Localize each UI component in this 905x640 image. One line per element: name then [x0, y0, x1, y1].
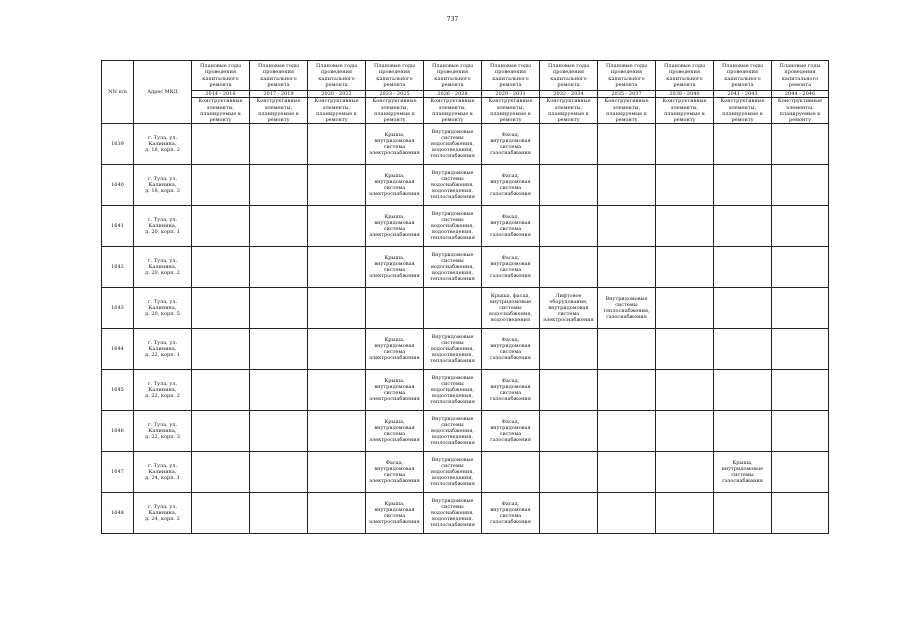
- header-period-title: Плановые годы проведения капитального ремонта: [250, 61, 308, 91]
- repair-elements-cell: [656, 247, 714, 288]
- repair-elements-cell: [192, 411, 250, 452]
- table-row: [102, 370, 829, 411]
- header-period-title: Плановые годы проведения капитального ремонта: [772, 61, 829, 91]
- header-period-years: 2029 - 2031: [482, 91, 540, 98]
- repair-elements-cell: [540, 493, 598, 534]
- repair-elements-cell: Крыша, внутридомовая система электроснабжения: [366, 370, 424, 411]
- repair-elements-cell: [656, 288, 714, 329]
- repair-elements-cell: [714, 288, 772, 329]
- header-period-years: 2014 - 2016: [192, 91, 250, 98]
- header-row-elements: [102, 98, 829, 124]
- repair-elements-cell: [656, 493, 714, 534]
- row-number: 1640: [102, 165, 134, 206]
- header-row-years: [102, 91, 829, 98]
- row-address: г. Тула, ул. Калинина, д. 20, корп. 1: [134, 206, 192, 247]
- repair-elements-cell: [308, 206, 366, 247]
- header-period-years: 2044 - 2046: [772, 91, 829, 98]
- header-period-years: 2017 - 2019: [250, 91, 308, 98]
- repair-elements-cell: [308, 288, 366, 329]
- repair-elements-cell: [714, 206, 772, 247]
- repair-elements-cell: [772, 165, 829, 206]
- repair-elements-cell: [250, 206, 308, 247]
- repair-elements-cell: Фасад, внутридомовая система газоснабжения: [482, 370, 540, 411]
- repair-elements-cell: [714, 493, 772, 534]
- repair-elements-cell: [308, 329, 366, 370]
- repair-elements-cell: [308, 452, 366, 493]
- row-address: г. Тула, ул. Калинина, д. 20, корп. 2: [134, 247, 192, 288]
- repair-elements-cell: Внутридомовые системы водоснабжения, водоотведения, теплоснабжения: [424, 411, 482, 452]
- header-period-years: 2023 - 2025: [366, 91, 424, 98]
- repair-elements-cell: Фасад, внутридомовая система газоснабжения: [482, 165, 540, 206]
- repair-elements-cell: [598, 370, 656, 411]
- repair-elements-cell: [540, 411, 598, 452]
- repair-elements-cell: [656, 165, 714, 206]
- row-address: г. Тула, ул. Калинина, д. 18, корп. 3: [134, 165, 192, 206]
- repair-elements-cell: [250, 329, 308, 370]
- header-element-title: Конструктивные элементы, планируемые к ремонту: [308, 98, 366, 124]
- repair-elements-cell: Фасад, внутридомовая система газоснабжения: [482, 124, 540, 165]
- row-address: г. Тула, ул. Калинина, д. 24, корп. 2: [134, 493, 192, 534]
- row-address: г. Тула, ул. Калинина, д. 22, корп. 3: [134, 411, 192, 452]
- repair-elements-cell: [772, 370, 829, 411]
- row-address: г. Тула, ул. Калинина, д. 24, корп. 1: [134, 452, 192, 493]
- header-period-title: Плановые годы проведения капитального ремонта: [424, 61, 482, 91]
- header-element-title: Конструктивные элементы, планируемые к ремонту: [656, 98, 714, 124]
- repair-elements-cell: [714, 329, 772, 370]
- repair-elements-cell: [424, 288, 482, 329]
- row-address: г. Тула, ул. Калинина, д. 22, корп. 1: [134, 329, 192, 370]
- header-period-years: 2035 - 2037: [598, 91, 656, 98]
- table-row: [102, 452, 829, 493]
- repair-elements-cell: [598, 329, 656, 370]
- row-address: г. Тула, ул. Калинина, д. 22, корп. 2: [134, 370, 192, 411]
- table-row: [102, 124, 829, 165]
- repair-elements-cell: [540, 206, 598, 247]
- repair-elements-cell: [192, 206, 250, 247]
- row-number: 1645: [102, 370, 134, 411]
- row-number: 1644: [102, 329, 134, 370]
- repair-elements-cell: [772, 288, 829, 329]
- repair-elements-cell: [540, 329, 598, 370]
- header-row-titles: [102, 61, 829, 91]
- header-element-title: Конструктивные элементы, планируемые к ремонту: [482, 98, 540, 124]
- capital-repair-schedule-table: [101, 60, 829, 534]
- repair-elements-cell: [250, 288, 308, 329]
- repair-elements-cell: [656, 329, 714, 370]
- repair-elements-cell: [308, 493, 366, 534]
- header-period-title: Плановые годы проведения капитального ремонта: [192, 61, 250, 91]
- repair-elements-cell: [308, 411, 366, 452]
- repair-elements-cell: Внутридомовые системы водоснабжения, водоотведения, теплоснабжения: [424, 124, 482, 165]
- repair-elements-cell: Крыша, фасад, внутридомовые системы водоснабжения, водоотведения: [482, 288, 540, 329]
- row-number: 1642: [102, 247, 134, 288]
- row-number: 1639: [102, 124, 134, 165]
- table-row: [102, 411, 829, 452]
- repair-elements-cell: [192, 124, 250, 165]
- repair-elements-cell: [714, 124, 772, 165]
- repair-elements-cell: Крыша, внутридомовые системы газоснабжения: [714, 452, 772, 493]
- repair-elements-cell: [366, 288, 424, 329]
- row-number: 1641: [102, 206, 134, 247]
- repair-elements-cell: [598, 411, 656, 452]
- repair-elements-cell: Крыша, внутридомовая система электроснабжения: [366, 493, 424, 534]
- header-period-years: 2026 - 2028: [424, 91, 482, 98]
- header-period-years: 2020 - 2022: [308, 91, 366, 98]
- repair-elements-cell: [250, 247, 308, 288]
- repair-elements-cell: [192, 247, 250, 288]
- row-address: г. Тула, ул. Калинина, д. 20, корп. 5: [134, 288, 192, 329]
- repair-elements-cell: Лифтовое оборудование, внутридомовая система электроснабжения: [540, 288, 598, 329]
- repair-elements-cell: [250, 452, 308, 493]
- header-element-title: Конструктивные элементы, планируемые к ремонту: [250, 98, 308, 124]
- row-number: 1643: [102, 288, 134, 329]
- header-period-years: 2032 - 2034: [540, 91, 598, 98]
- table-row: [102, 329, 829, 370]
- repair-elements-cell: Внутридомовые системы теплоснабжения, газоснабжения: [598, 288, 656, 329]
- header-period-title: Плановые годы проведения капитального ремонта: [714, 61, 772, 91]
- repair-elements-cell: [540, 370, 598, 411]
- repair-elements-cell: [714, 411, 772, 452]
- header-element-title: Конструктивные элементы, планируемые к ремонту: [772, 98, 829, 124]
- table-row: [102, 206, 829, 247]
- repair-elements-cell: [598, 452, 656, 493]
- repair-elements-cell: Внутридомовые системы водоснабжения, водоотведения, теплоснабжения: [424, 493, 482, 534]
- repair-elements-cell: [656, 206, 714, 247]
- page-number: 737: [446, 16, 459, 23]
- repair-elements-cell: [250, 411, 308, 452]
- repair-elements-cell: [192, 452, 250, 493]
- repair-elements-cell: Фасад, внутридомовая система газоснабжения: [482, 247, 540, 288]
- header-address: Адрес МКД: [134, 61, 192, 124]
- row-number: 1646: [102, 411, 134, 452]
- repair-elements-cell: [656, 452, 714, 493]
- repair-elements-cell: [540, 247, 598, 288]
- repair-elements-cell: [540, 165, 598, 206]
- repair-elements-cell: Крыша, внутридомовая система электроснабжения: [366, 124, 424, 165]
- repair-elements-cell: [308, 370, 366, 411]
- row-number: 1648: [102, 493, 134, 534]
- repair-elements-cell: [308, 247, 366, 288]
- repair-elements-cell: Крыша, внутридомовая система электроснабжения: [366, 247, 424, 288]
- header-element-title: Конструктивные элементы, планируемые к ремонту: [424, 98, 482, 124]
- header-period-title: Плановые годы проведения капитального ремонта: [308, 61, 366, 91]
- repair-elements-cell: Фасад, внутридомовая система газоснабжения: [482, 411, 540, 452]
- repair-elements-cell: [192, 165, 250, 206]
- repair-elements-cell: Крыша, внутридомовая система электроснабжения: [366, 206, 424, 247]
- repair-elements-cell: Внутридомовые системы водоснабжения, водоотведения, теплоснабжения: [424, 329, 482, 370]
- table-row: [102, 288, 829, 329]
- header-element-title: Конструктивные элементы, планируемые к ремонту: [598, 98, 656, 124]
- repair-elements-cell: [192, 370, 250, 411]
- repair-elements-cell: Фасад, внутридомовая система газоснабжения: [482, 493, 540, 534]
- repair-elements-cell: [598, 247, 656, 288]
- repair-elements-cell: Фасад, внутридомовая система электроснабжения: [366, 452, 424, 493]
- repair-elements-cell: [192, 288, 250, 329]
- header-period-title: Плановые годы проведения капитального ремонта: [540, 61, 598, 91]
- repair-elements-cell: [656, 370, 714, 411]
- repair-elements-cell: [192, 493, 250, 534]
- repair-elements-cell: [714, 247, 772, 288]
- repair-elements-cell: [540, 452, 598, 493]
- repair-elements-cell: Крыша, внутридомовая система электроснабжения: [366, 165, 424, 206]
- header-period-years: 2041 - 2043: [714, 91, 772, 98]
- repair-elements-cell: [192, 329, 250, 370]
- header-period-title: Плановые годы проведения капитального ремонта: [656, 61, 714, 91]
- repair-elements-cell: [250, 124, 308, 165]
- repair-elements-cell: [250, 493, 308, 534]
- table-row: [102, 165, 829, 206]
- header-nn: NN п/п: [102, 61, 134, 124]
- header-period-title: Плановые годы проведения капитального ремонта: [366, 61, 424, 91]
- repair-elements-cell: Внутридомовые системы водоснабжения, водоотведения, теплоснабжения: [424, 247, 482, 288]
- repair-elements-cell: [482, 452, 540, 493]
- row-number: 1647: [102, 452, 134, 493]
- repair-elements-cell: Фасад, внутридомовая система газоснабжения: [482, 329, 540, 370]
- repair-elements-cell: [772, 124, 829, 165]
- repair-elements-cell: [540, 124, 598, 165]
- repair-elements-cell: Внутридомовые системы водоснабжения, водоотведения, теплоснабжения: [424, 452, 482, 493]
- header-element-title: Конструктивные элементы, планируемые к ремонту: [192, 98, 250, 124]
- repair-elements-cell: [772, 329, 829, 370]
- table-row: [102, 247, 829, 288]
- repair-elements-cell: [308, 165, 366, 206]
- repair-elements-cell: [772, 247, 829, 288]
- repair-elements-cell: [598, 165, 656, 206]
- repair-elements-cell: Фасад, внутридомовая система газоснабжения: [482, 206, 540, 247]
- repair-elements-cell: [714, 370, 772, 411]
- repair-elements-cell: [772, 411, 829, 452]
- repair-elements-cell: [250, 370, 308, 411]
- repair-elements-cell: [656, 124, 714, 165]
- repair-elements-cell: Внутридомовые системы водоснабжения, водоотведения, теплоснабжения: [424, 370, 482, 411]
- repair-elements-cell: [598, 206, 656, 247]
- repair-elements-cell: Крыша, внутридомовая система электроснабжения: [366, 329, 424, 370]
- header-element-title: Конструктивные элементы, планируемые к ремонту: [540, 98, 598, 124]
- repair-elements-cell: [250, 165, 308, 206]
- repair-elements-cell: Внутридомовые системы водоснабжения, водоотведения, теплоснабжения: [424, 165, 482, 206]
- repair-elements-cell: [308, 124, 366, 165]
- repair-elements-cell: [772, 493, 829, 534]
- row-address: г. Тула, ул. Калинина, д. 18, корп. 2: [134, 124, 192, 165]
- header-element-title: Конструктивные элементы, планируемые к ремонту: [714, 98, 772, 124]
- repair-elements-cell: Внутридомовые системы водоснабжения, водоотведения, теплоснабжения: [424, 206, 482, 247]
- repair-elements-cell: [598, 493, 656, 534]
- header-period-title: Плановые годы проведения капитального ремонта: [482, 61, 540, 91]
- table-row: [102, 493, 829, 534]
- repair-elements-cell: [772, 452, 829, 493]
- repair-elements-cell: [598, 124, 656, 165]
- header-period-years: 2038 - 2040: [656, 91, 714, 98]
- header-period-title: Плановые годы проведения капитального ремонта: [598, 61, 656, 91]
- repair-elements-cell: [714, 165, 772, 206]
- header-element-title: Конструктивные элементы, планируемые к ремонту: [366, 98, 424, 124]
- repair-elements-cell: [772, 206, 829, 247]
- repair-elements-cell: Крыша, внутридомовая система электроснабжения: [366, 411, 424, 452]
- repair-elements-cell: [656, 411, 714, 452]
